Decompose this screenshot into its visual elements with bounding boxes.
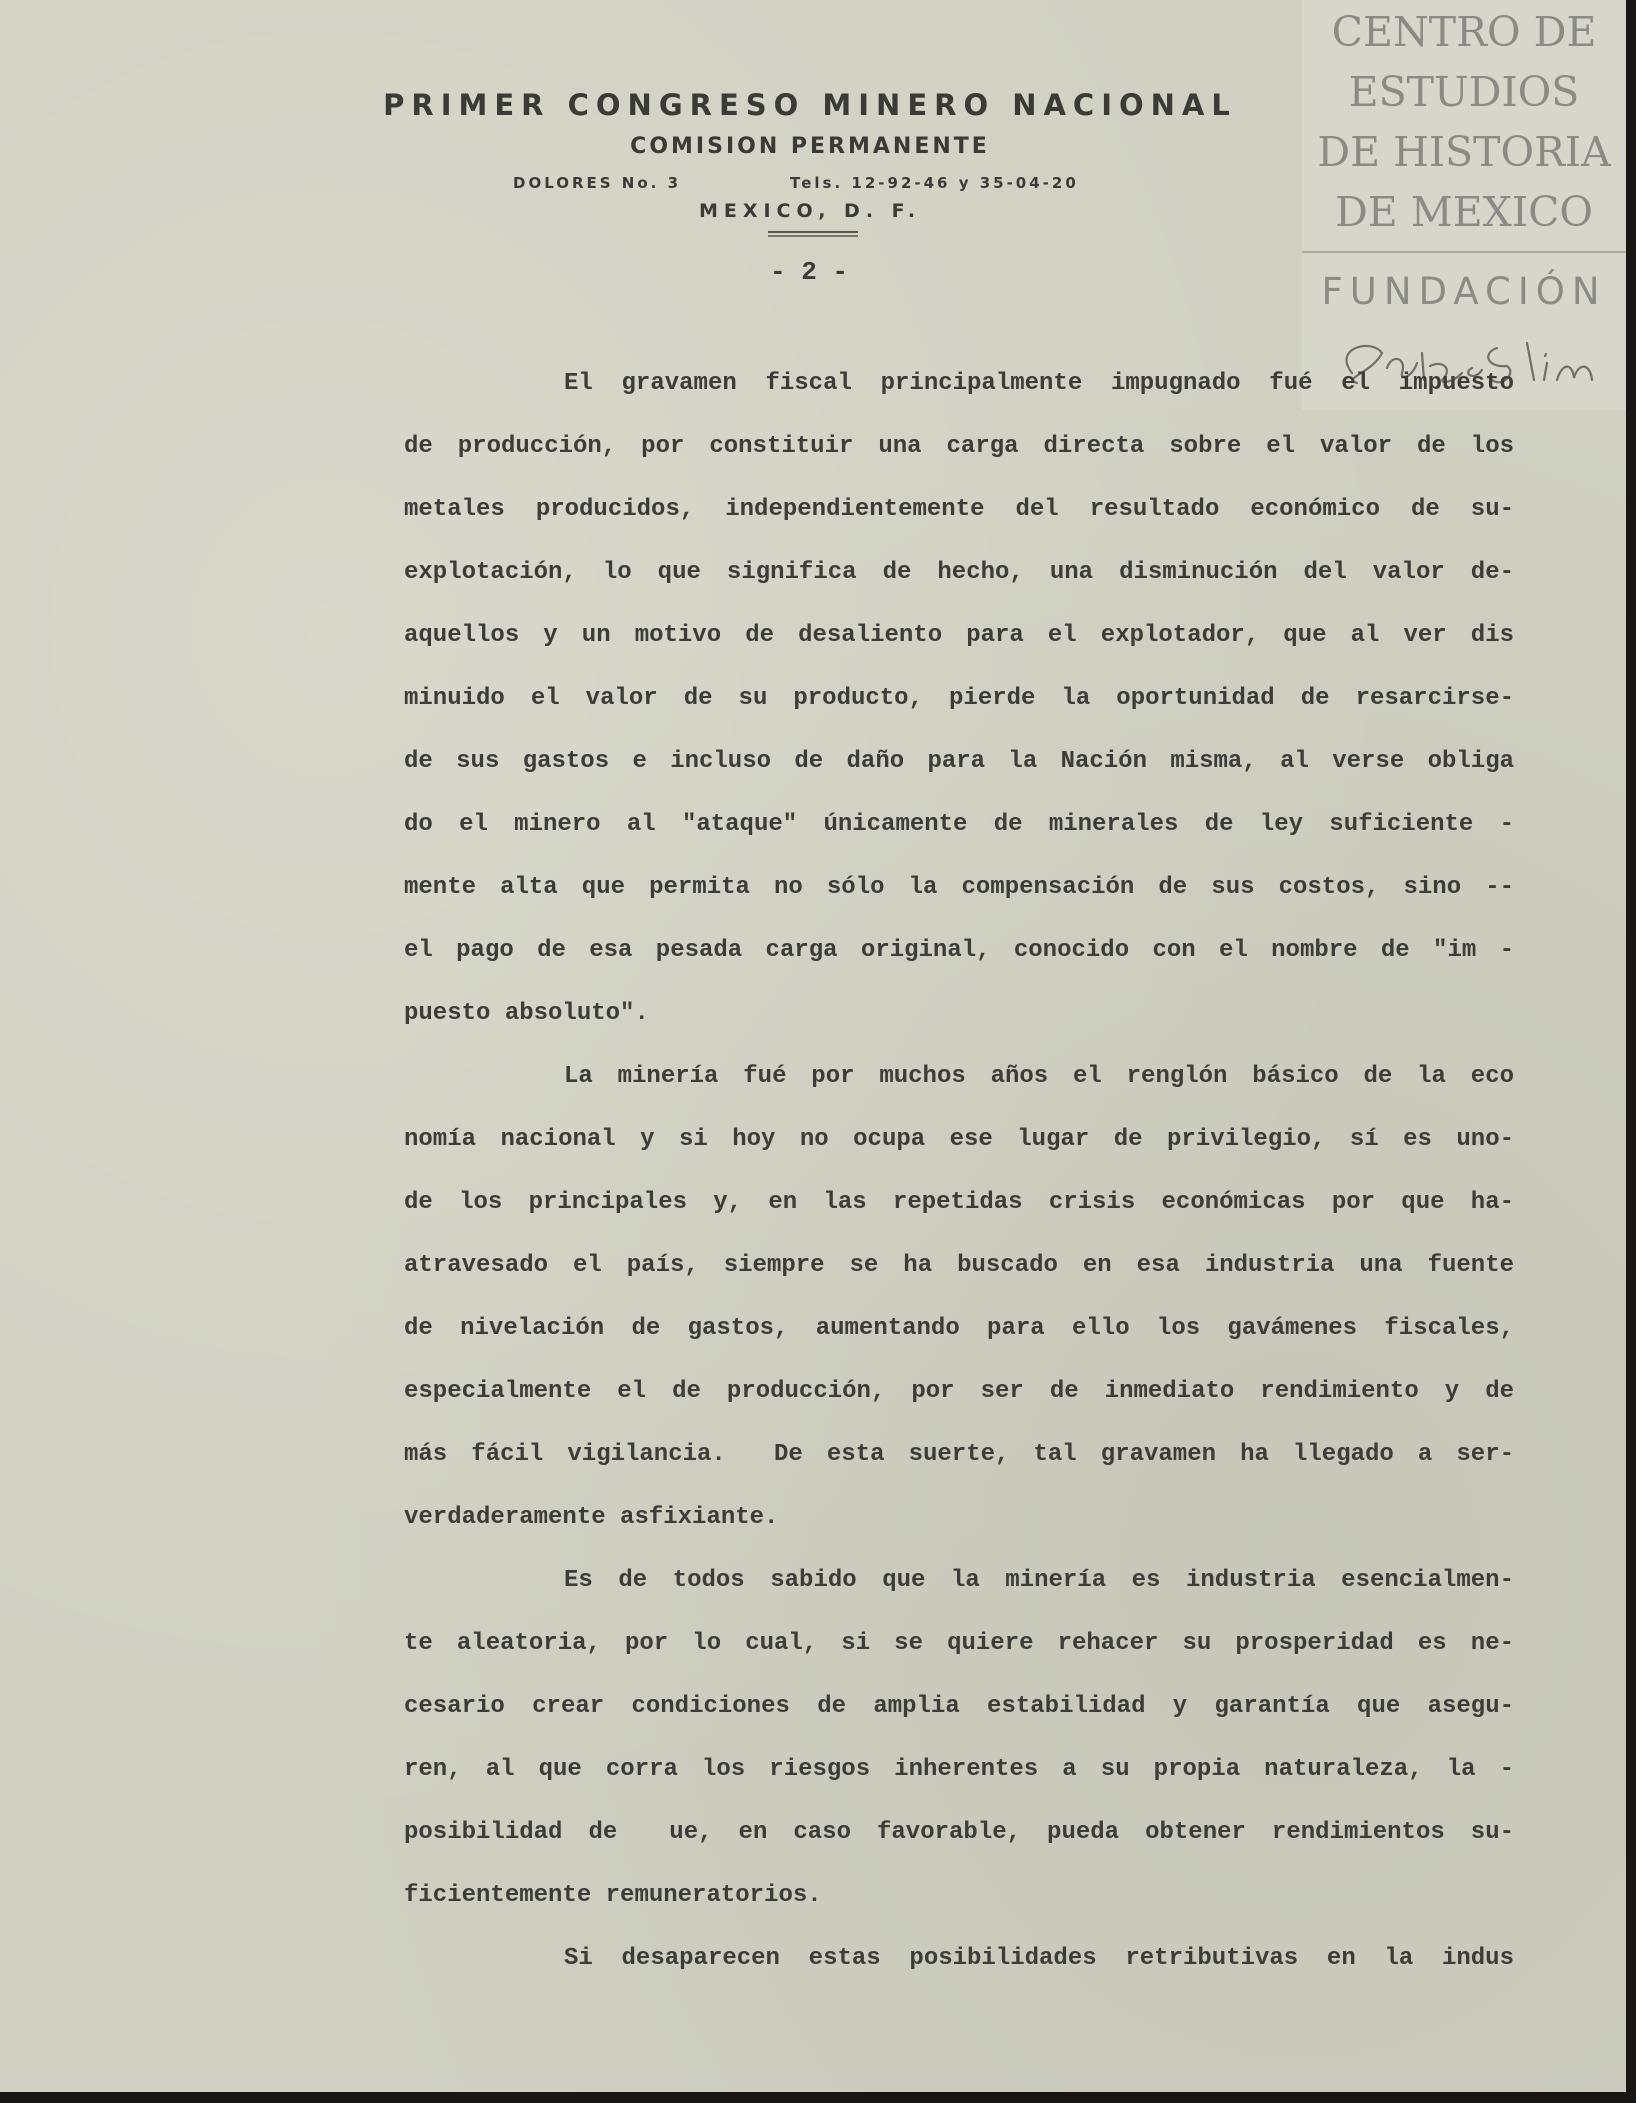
text-line: de nivelación de gastos, aumentando para ello los gavámenes fiscales, [404,1315,1514,1342]
text-line: verdaderamente asfixiante. [404,1504,779,1531]
stamp-divider [1302,251,1626,253]
page-number: - 2 - [770,257,849,287]
text-line: mente alta que permita no sólo la compensación de sus costos, sino -- [404,874,1514,901]
text-line: especialmente el de producción, por ser de inmediato rendimiento y de [404,1378,1514,1405]
city: MEXICO, D. F. [698,200,922,222]
text-line: aquellos y un motivo de desaliento para el explotador, que al ver dis [404,622,1514,649]
commission-name: COMISION PERMANENTE [630,134,990,159]
stamp-line: CENTRO DE [1331,8,1597,56]
text-line: La minería fué por muchos años el renglón básico de la eco [564,1063,1514,1090]
text-line: cesario crear condiciones de amplia estabilidad y garantía que asegu- [404,1693,1514,1720]
stamp-line: ESTUDIOS [1348,68,1580,116]
text-line: te aleatoria, por lo cual, si se quiere rehacer su prosperidad es ne- [404,1630,1514,1657]
letter-body [404,352,1514,1990]
text-line: de sus gastos e incluso de daño para la Nación misma, al verse obliga [404,748,1514,775]
text-line: ren, al que corra los riesgos inherentes a su propia naturaleza, la - [404,1756,1514,1783]
address: DOLORES No. 3 [513,174,682,192]
text-line: metales producidos, independientemente del resultado económico de su- [404,496,1514,523]
text-line: posibilidad de ue, en caso favorable, pueda obtener rendimientos su- [404,1819,1514,1846]
text-line: atravesado el país, siempre se ha buscado en esa industria una fuente [404,1252,1514,1279]
text-line: do el minero al "ataque" únicamente de minerales de ley suficiente - [404,811,1514,838]
organization-name: PRIMER CONGRESO MINERO NACIONAL [383,88,1237,122]
text-line: más fácil vigilancia. De esta suerte, tal gravamen ha llegado a ser- [404,1441,1514,1468]
stamp-line: DE MEXICO [1334,188,1594,236]
text-line: nomía nacional y si hoy no ocupa ese lugar de privilegio, sí es uno- [404,1126,1514,1153]
text-line: de producción, por constituir una carga directa sobre el valor de los [404,433,1514,460]
text-line: minuido el valor de su producto, pierde la oportunidad de resarcirse- [404,685,1514,712]
foundation-label: FUNDACIÓN [1321,270,1607,313]
text-line: ficientemente remuneratorios. [404,1882,822,1909]
letterhead-divider [768,231,858,233]
text-line: Es de todos sabido que la minería es industria esencialmen- [564,1567,1514,1594]
text-line: de los principales y, en las repetidas crisis económicas por que ha- [404,1189,1514,1216]
phone-numbers: Tels. 12-92-46 y 35-04-20 [790,174,1079,192]
text-line: Si desaparecen estas posibilidades retributivas en la indus [564,1945,1514,1972]
text-line: El gravamen fiscal principalmente impugnado fué el impuesto [564,370,1514,397]
text-line: explotación, lo que significa de hecho, una disminución del valor de- [404,559,1514,586]
stamp-line: DE HISTORIA [1317,128,1611,176]
text-line: el pago de esa pesada carga original, conocido con el nombre de "im - [404,937,1514,964]
text-line: puesto absoluto". [404,1000,649,1027]
